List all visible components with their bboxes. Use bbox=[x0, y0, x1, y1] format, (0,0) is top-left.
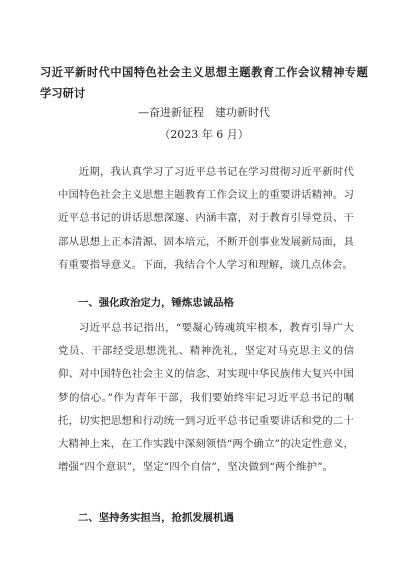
section-heading-1: 一、强化政治定力，锤炼忠诚品格 bbox=[78, 297, 234, 309]
document-date: （2023 年 6 月） bbox=[159, 128, 249, 141]
document-title: 习近平新时代中国特色社会主义思想主题教育工作会议精神专题学习研讨 bbox=[40, 66, 368, 100]
document-subtitle: —奋进新征程 建功新时代 bbox=[138, 106, 270, 119]
intro-paragraph: 近期，我认真学习了习近平总书记在学习贯彻习近平新时代中国特色社会主义思想主题教育工作会议上的重要讲话精神。习近平总书记的讲话思想深邃、内涵丰富，对于教育引导党员、干部从思想上正本清源、固本培元，不断开创事业发展新局面，具有重要指导意义。下面，我结合个人学习和理解，谈几点体会。 bbox=[58, 166, 354, 271]
section-heading-2: 二、坚持务实担当，抢抓发展机遇 bbox=[78, 512, 234, 524]
section-1-paragraph: 习近平总书记指出，“要凝心铸魂筑牢根本，教育引导广大党员、干部经受思想洗礼、精神洗礼，坚定对马克思主义的信仰、对中国特色社会主义的信念、对实现中华民族伟大复兴中国梦的信心。”作为青年干部，我们要始终牢记习近平总书记的嘱托，切实把思想和行动统一到习近平总书记重要讲话和党的二十大精神上来，在工作实践中深刻领悟“两个确立”的决定性意义，增强“四个意识”，坚定“四个自信”，坚决做到“两个维护”。 bbox=[58, 322, 354, 474]
